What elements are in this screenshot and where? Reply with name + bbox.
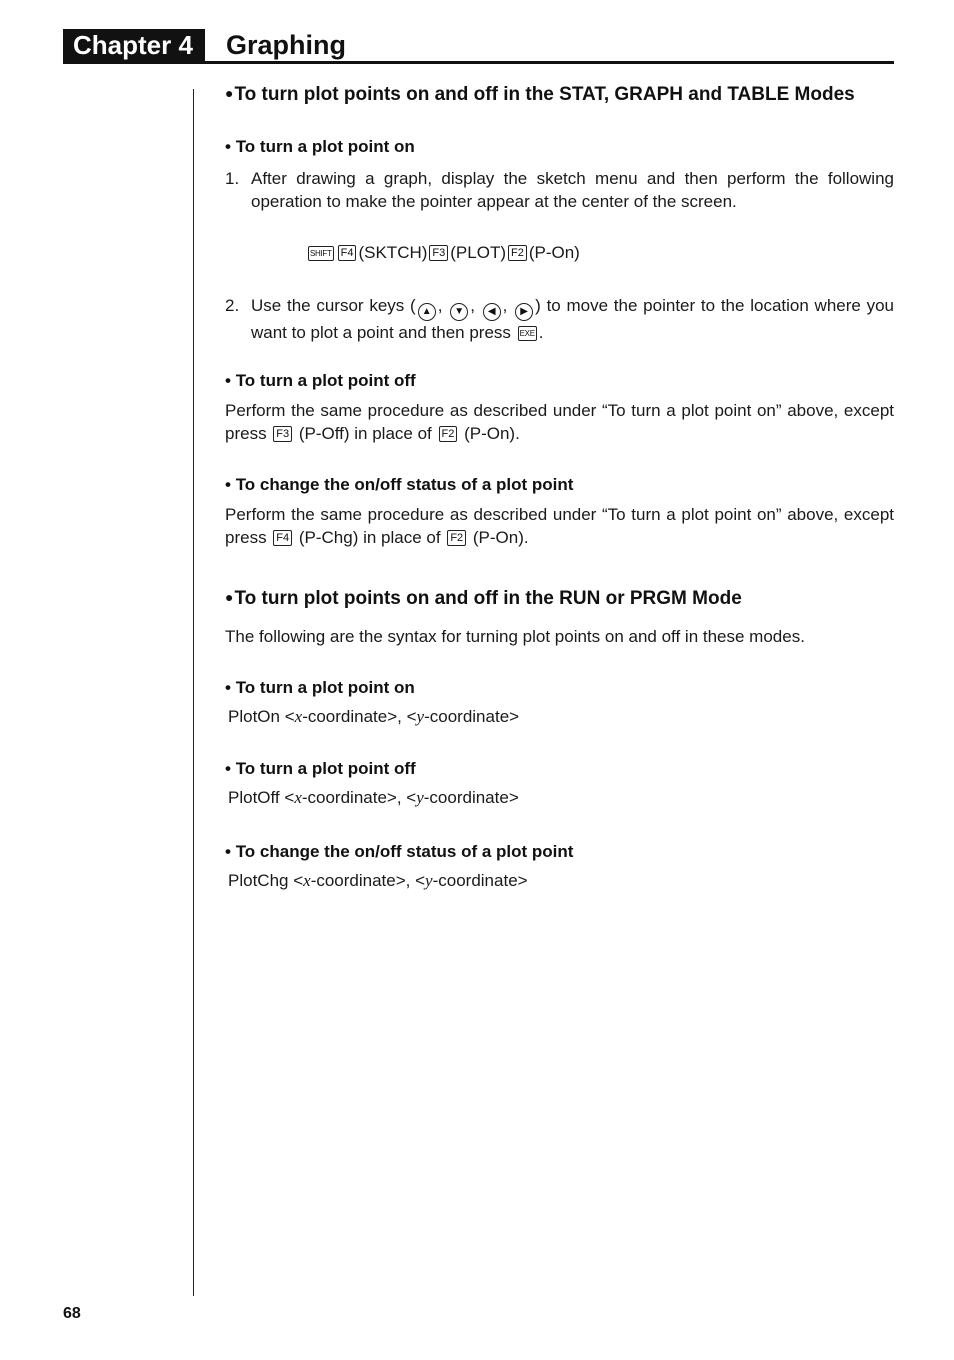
exe-key-icon: EXE <box>518 326 537 341</box>
f2-key-icon: F2 <box>439 426 458 442</box>
subheading-plot-change-syntax: • To change the on/off status of a plot point <box>225 842 574 861</box>
bullet-icon: ● <box>225 589 234 605</box>
paragraph-plot-change: Perform the same procedure as described under “To turn a plot point on” above, except press F4 (P-Chg) in place of F2 (P-On). <box>225 505 894 547</box>
page-number: 68 <box>63 1305 81 1322</box>
subheading-plot-change: • To change the on/off status of a plot point <box>225 475 574 494</box>
header-rule <box>63 61 894 64</box>
paragraph-plot-off: Perform the same procedure as described under “To turn a plot point on” above, except press F3 (P-Off) in place of F2 (P-On). <box>225 401 894 443</box>
subheading-plot-on: • To turn a plot point on <box>225 137 415 156</box>
cursor-down-icon: ▼ <box>450 303 468 321</box>
key-sequence: SHIFT F4 (SKTCH) F3 (PLOT) F2 (P-On) <box>310 243 580 262</box>
cursor-right-icon: ▶ <box>515 303 533 321</box>
step-1: 1. After drawing a graph, display the sketch menu and then perform the following operation to make the pointer appear at the center of the screen. <box>225 169 894 211</box>
cursor-left-icon: ◀ <box>483 303 501 321</box>
f3-key-icon: F3 <box>273 426 292 442</box>
section2-intro: The following are the syntax for turning plot points on and off in these modes. <box>225 627 805 646</box>
f3-key-icon: F3 <box>429 245 448 261</box>
chapter-header <box>63 29 894 64</box>
f4-key-icon: F4 <box>273 530 292 546</box>
syntax-plotchg: PlotChg <x-coordinate>, <y-coordinate> <box>228 871 528 890</box>
chapter-label: Chapter 4 <box>63 29 205 61</box>
section-heading-stat-graph-table: ●To turn plot points on and off in the STAT, GRAPH and TABLE Modes <box>225 84 855 105</box>
section-heading-run-prgm: ●To turn plot points on and off in the RUN or PRGM Mode <box>225 588 742 609</box>
shift-key-icon: SHIFT <box>308 246 334 261</box>
margin-rule <box>193 89 194 1296</box>
f4-key-icon: F4 <box>338 245 357 261</box>
cursor-up-icon: ▲ <box>418 303 436 321</box>
subheading-plot-off-syntax: • To turn a plot point off <box>225 759 416 778</box>
f2-key-icon: F2 <box>447 530 466 546</box>
subheading-plot-on-syntax: • To turn a plot point on <box>225 678 415 697</box>
f2-key-icon: F2 <box>508 245 527 261</box>
step-2: 2. Use the cursor keys ( ▲ , ▼ , ◀ , ▶ ) to move the pointer to the location where you want to plot a point and then press EXE . <box>225 296 895 342</box>
subheading-plot-off: • To turn a plot point off <box>225 371 416 390</box>
syntax-ploton: PlotOn <x-coordinate>, <y-coordinate> <box>228 707 520 726</box>
chapter-title: Graphing <box>226 30 346 60</box>
syntax-plotoff: PlotOff <x-coordinate>, <y-coordinate> <box>228 788 519 807</box>
bullet-icon: ● <box>225 85 234 101</box>
